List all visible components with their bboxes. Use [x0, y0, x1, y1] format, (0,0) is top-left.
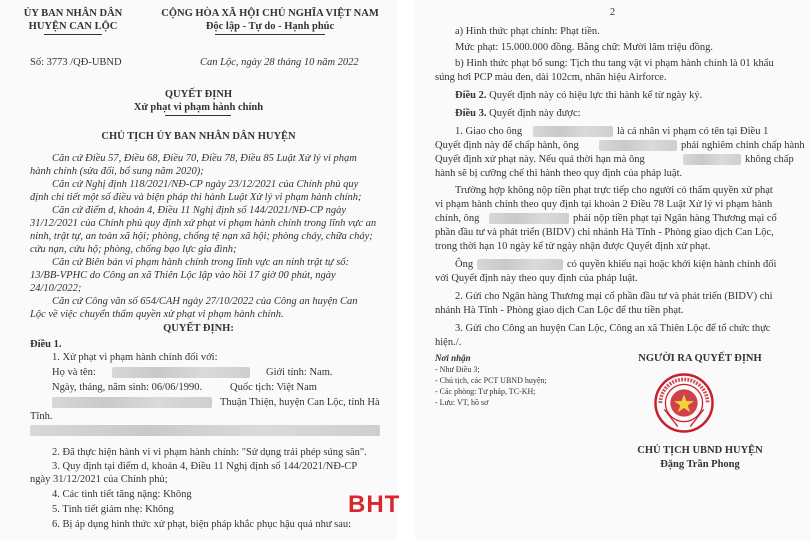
send-police: 3. Gửi cho Công an huyện Can Lộc, Công an xã Thiên Lộc để tổ chức thực: [455, 323, 771, 334]
decision-heading: QUYẾT ĐỊNH:: [163, 323, 234, 334]
delivery-line: Quyết định xử phạt này. Nếu quá thời hạn mà ông: [435, 154, 645, 165]
aggravating-line: 4. Các tình tiết tăng nặng: Không: [52, 489, 192, 500]
additional-penalty-cont: súng hơi PCP màu đen, dài 102cm, nhãn hiệu Airforce.: [435, 72, 667, 83]
payment-paragraph: trong thời hạn 10 ngày kể từ ngày nhận được Quyết định xử phạt.: [435, 241, 711, 252]
article-3: [455, 107, 581, 120]
document-subject: Xử phạt vi phạm hành chính: [133, 102, 264, 113]
redacted-address: [52, 397, 212, 408]
svg-text:BHT: BHT: [348, 491, 401, 518]
complaint-line-b: có quyền khiếu nại hoặc khởi kiện hành chính đối: [567, 259, 777, 270]
address-line: Thuận Thiện, huyện Can Lộc, tỉnh Hà: [220, 397, 380, 408]
redacted-name: [683, 154, 741, 165]
article-2-heading: Điều 2.: [455, 90, 487, 101]
payment-paragraph: phần đầu tư và phát triển (BIDV) chi nhánh Hà Tĩnh - Phòng giao dịch Can Lộc,: [435, 227, 774, 238]
payment-paragraph: vi phạm hành chính theo quy định tại khoản 2 Điều 78 Luật Xử lý vi phạm hành: [435, 199, 773, 210]
page-number: 2: [609, 7, 616, 18]
legal-rule-cont: ngày 31/12/2021 của Chính phủ;: [30, 474, 168, 485]
article-1-heading: Điều 1.: [30, 339, 62, 350]
signer-heading: NGƯỜI RA QUYẾT ĐỊNH: [638, 353, 762, 364]
main-penalty: a) Hình thức phạt chính: Phạt tiền.: [455, 26, 600, 37]
delivery-line-b: phải nghiêm chỉnh chấp hành: [681, 140, 805, 151]
violation-act: 2. Đã thực hiện hành vi vi phạm hành chính: "Sử dụng trái phép súng săn".: [52, 447, 367, 458]
complaint-line: Ông: [455, 259, 474, 270]
basis-line: Lộc về việc chuyển thẩm quyền xử phạt vi phạm hành chính.: [30, 309, 284, 320]
recipient-item: - Như Điều 3;: [435, 365, 480, 374]
recipient-item: - Lưu: VT, hồ sơ: [435, 398, 489, 407]
article-2-text: Quyết định này có hiệu lực thi hành kể từ ngày ký.: [486, 90, 703, 101]
basis-line: 31/12/2021 của Chính phủ quy định xử phạt vi phạm hành chính trong lĩnh vực an: [30, 218, 377, 229]
motto-underline: [215, 34, 325, 35]
signer-name: Đặng Trần Phong: [660, 459, 740, 470]
delivery-line-b: là cá nhân vi phạm có tên tại Điều 1: [617, 126, 769, 137]
basis-line: Căn cứ điểm d, khoản 4, Điều 11 Nghị định số 144/2021/NĐ-CP ngày: [52, 205, 347, 216]
send-bank-cont: nhánh Hà Tĩnh - Phòng giao dịch Can Lộc để thu tiền phạt.: [435, 305, 684, 316]
official-seal-icon: [653, 372, 715, 434]
send-police-cont: hiện./.: [435, 337, 462, 348]
redacted-id: [30, 425, 380, 436]
redacted-name: [533, 126, 613, 137]
national-title: CỘNG HÒA XÃ HỘI CHỦ NGHĨA VIỆT NAM: [161, 8, 379, 19]
authority-heading: CHỦ TỊCH ỦY BAN NHÂN DÂN HUYỆN: [101, 131, 296, 142]
national-motto: Độc lập - Tự do - Hạnh phúc: [205, 21, 335, 32]
basis-line: định chi tiết một số điều và biện pháp thi hành Luật Xử lý vi phạm hành chính;: [30, 192, 362, 203]
article-3-text: Quyết định này được:: [486, 108, 581, 119]
recipient-item: - Các phòng: Tư pháp, TC-KH;: [435, 387, 536, 396]
basis-line: ninh, trật tự, an toàn xã hội; phòng, chống tệ nạn xã hội; phòng cháy, chữa cháy;: [30, 231, 373, 242]
signer-title: CHỦ TỊCH UBND HUYỆN: [637, 445, 763, 456]
document-type: QUYẾT ĐỊNH: [164, 89, 233, 100]
subject-underline: [165, 115, 231, 116]
payment-paragraph: chính, ông: [435, 213, 480, 224]
basis-line: Căn cứ Nghị định 118/2021/NĐ-CP ngày 23/12/2021 của Chính phủ quy: [52, 179, 359, 190]
agency-name: ỦY BAN NHÂN DÂN: [23, 8, 123, 19]
basis-line: Căn cứ Biên bản vi phạm hành chính trong lĩnh vực an ninh trật tự số:: [52, 257, 350, 268]
complaint-line: với Quyết định này theo quy định của pháp luật.: [435, 273, 638, 284]
delivery-line: 1. Giao cho ông: [455, 126, 523, 137]
agency-district: HUYỆN CAN LỘC: [28, 21, 118, 32]
basis-line: Căn cứ Điều 57, Điều 68, Điều 70, Điều 78, Điều 85 Luật Xử lý vi phạm: [52, 153, 357, 164]
article-2: [455, 89, 702, 102]
recipient-item: - Chủ tịch, các PCT UBND huyện;: [435, 376, 547, 385]
delivery-line: Quyết định này để chấp hành, ông: [435, 140, 579, 151]
name-label: Họ và tên:: [52, 367, 96, 378]
delivery-line: hành sẽ bị cưỡng chế thi hành theo quy định của pháp luật.: [435, 168, 683, 179]
basis-line: 13/BB-VPHC do Công an xã Thiên Lộc lập vào hồi 17 giờ 00 phút, ngày: [30, 270, 336, 281]
article-3-heading: Điều 3.: [455, 108, 487, 119]
nationality-line: Quốc tịch: Việt Nam: [230, 382, 317, 393]
fine-amount: Mức phạt: 15.000.000 đồng. Bằng chữ: Mười lăm triệu đồng.: [455, 42, 713, 53]
dob-line: Ngày, tháng, năm sinh: 06/06/1990.: [52, 382, 203, 393]
redacted-name: [477, 259, 563, 270]
delivery-line-b: không chấp: [745, 154, 794, 165]
gender-line: Giới tính: Nam.: [266, 367, 333, 378]
send-bank: 2. Gửi cho Ngân hàng Thương mại cổ phần đầu tư và phát triển (BIDV) chi: [455, 291, 773, 302]
document-number: Số: 3773 /QĐ-UBND: [30, 57, 122, 68]
address-province: Tĩnh.: [30, 411, 53, 422]
basis-line: hành chính (sửa đổi, bổ sung năm 2020);: [30, 166, 204, 177]
basis-line: 24/10/2022;: [30, 283, 82, 294]
basis-line: Căn cứ Công văn số 654/CAH ngày 27/10/2022 của Công an huyện Can: [52, 296, 358, 307]
agency-underline: [44, 34, 102, 35]
bht-watermark-logo: [346, 488, 404, 518]
mitigating-line: 5. Tình tiết giảm nhẹ: Không: [52, 504, 174, 515]
legal-rule: 3. Quy định tại điểm d, khoản 4, Điều 11 Nghị định số 144/2021/NĐ-CP: [52, 461, 358, 472]
page-2: [415, 0, 810, 540]
penalize-line: 1. Xử phạt vi phạm hành chính đối với:: [52, 352, 218, 363]
redacted-name: [599, 140, 677, 151]
payment-paragraph-b: phải nộp tiền phạt tại Ngân hàng Thương mại cổ: [573, 213, 777, 224]
basis-line: cứu nạn, cứu hộ; phòng, chống bạo lực gia đình;: [30, 244, 237, 255]
page-1: [0, 0, 397, 540]
place-date: Can Lộc, ngày 28 tháng 10 năm 2022: [200, 57, 359, 68]
redacted-name: [489, 213, 569, 224]
measures-line: 6. Bị áp dụng hình thức xử phạt, biện pháp khắc phục hậu quả như sau:: [52, 519, 352, 530]
additional-penalty: b) Hình thức phạt bổ sung: Tịch thu tang vật vi phạm hành chính là 01 khẩu: [455, 58, 774, 69]
recipients-heading: Nơi nhận: [435, 353, 471, 363]
redacted-name: [112, 367, 250, 378]
payment-paragraph: Trường hợp không nộp tiền phạt trực tiếp cho người có thẩm quyền xử phạt: [455, 185, 773, 196]
